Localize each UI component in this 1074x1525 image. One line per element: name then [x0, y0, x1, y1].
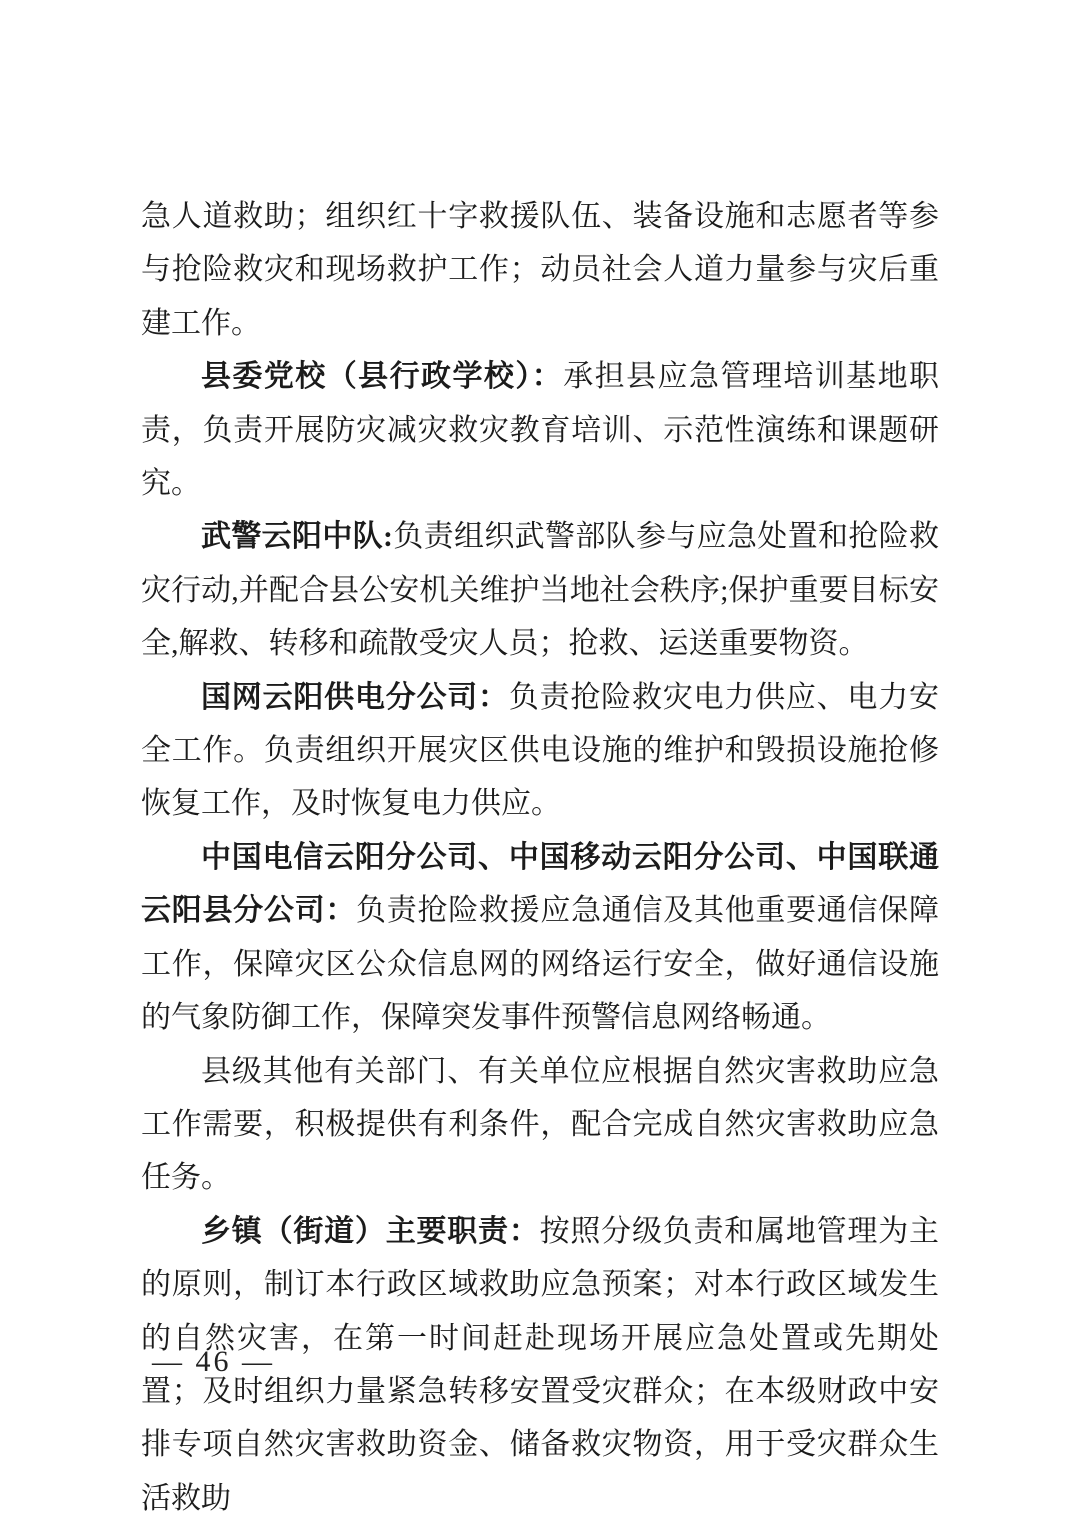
para-county-party-school [141, 350, 939, 510]
document-body [141, 190, 939, 1525]
para-telecom-operators [141, 831, 939, 1045]
para-state-grid-yunyang [141, 671, 939, 831]
paragraph-body: 县级其他有关部门、有关单位应根据自然灾害救助应急工作需要，积极提供有利条件，配合完成自然灾害救助应急任务。 [141, 1054, 939, 1195]
para-other-departments [141, 1045, 939, 1205]
paragraph-body: 承担县应急管理培训基地职责，负责开展防灾减灾救灾教育培训、示范性演练和课题研究。 [141, 360, 940, 501]
paragraph-body: 负责组织武警部队参与应急处置和抢险救灾行动,并配合县公安机关维护当地社会秩序;保护重要目标安全,解救、转移和疏散受灾人员；抢救、运送重要物资。 [141, 520, 939, 661]
page-number: — 46 — [152, 1345, 275, 1378]
paragraph-body: 按照分级负责和属地管理为主的原则，制订本行政区域救助应急预案；对本行政区域发生的自然灾害，在第一时间赶赴现场开展应急处置或先期处置；及时组织力量紧急转移安置受灾群众；在本级财政中安排专项自然灾害救助资金、储备救灾物资，用于受灾群众生活救助 [141, 1214, 940, 1515]
paragraph-lead: 中国电信云阳分公司、中国移动云阳分公司、中国联通云阳县分公司： [141, 840, 939, 928]
paragraph-lead: 国网云阳供电分公司： [201, 680, 509, 714]
paragraph-body: 急人道救助；组织红十字救援队伍、装备设施和志愿者等参与抢险救灾和现场救护工作；动员社会人道力量参与灾后重建工作。 [141, 200, 939, 340]
paragraph-lead: 乡镇（街道）主要职责： [201, 1214, 540, 1248]
para-continuation [141, 190, 939, 350]
para-armed-police-yunyang [141, 510, 939, 670]
paragraph-body: 负责抢险救援应急通信及其他重要通信保障工作，保障灾区公众信息网的网络运行安全，做好通信设施的气象防御工作，保障突发事件预警信息网络畅通。 [141, 894, 940, 1035]
paragraph-lead: 县委党校（县行政学校）： [201, 360, 564, 394]
paragraph-body: 负责抢险救灾电力供应、电力安全工作。负责组织开展灾区供电设施的维护和毁损设施抢修恢复工作，及时恢复电力供应。 [141, 680, 940, 821]
paragraph-lead: 武警云阳中队: [201, 520, 393, 554]
